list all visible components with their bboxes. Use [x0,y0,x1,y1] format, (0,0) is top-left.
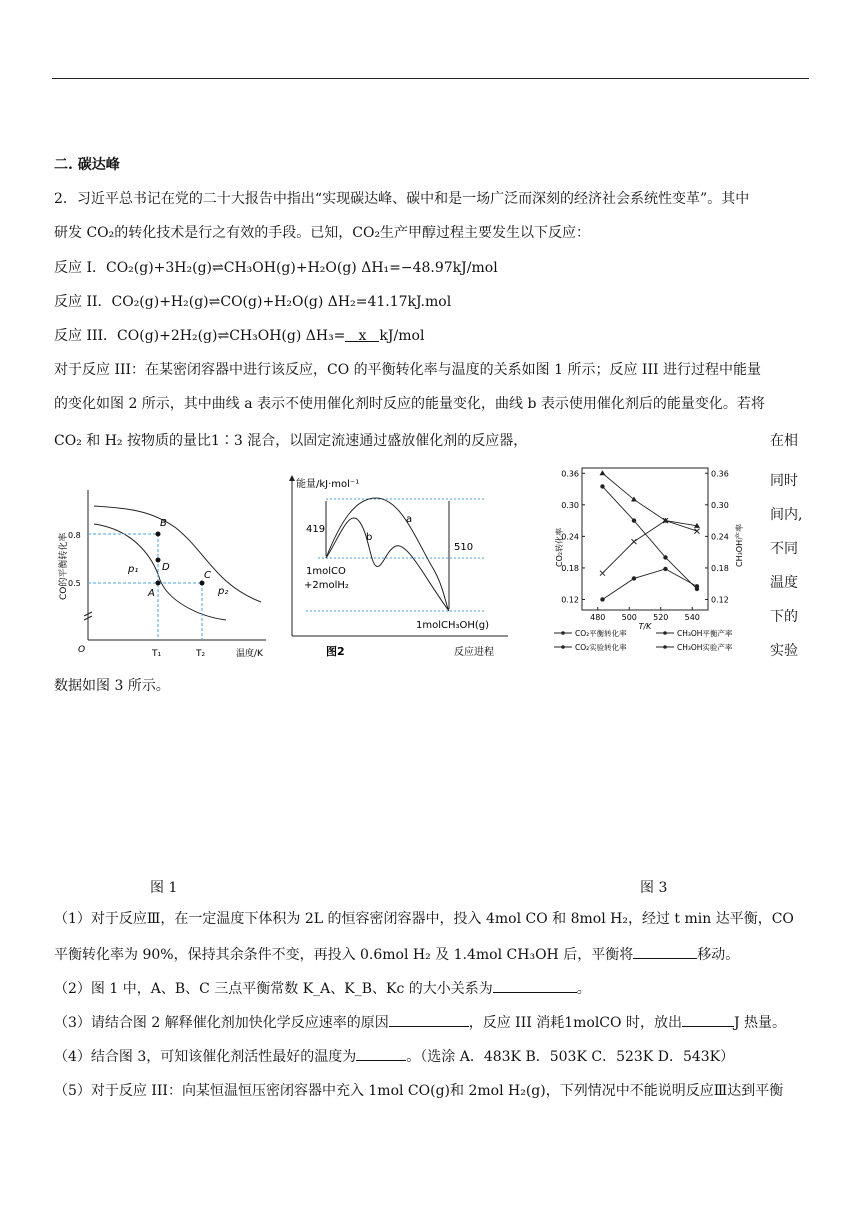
question-text: （2）图 1 中，A、B、C 三点平衡常数 K_A、K_B、Kc 的大小关系为 [54,981,493,997]
fig3-ytick-label: 0.18 [561,563,579,573]
fig1-point-B [156,532,161,537]
text-line: CO₂ 和 H₂ 按物质的量比1∶3 混合，以固定流速通过盛放催化剂的反应器， [54,433,528,449]
fig1-origin: O [78,645,86,655]
question-3 [54,1012,786,1032]
caption-fig3: 图 3 [640,880,668,896]
question-text: （3）请结合图 2 解释催化剂加快化学反应速率的原因 [54,1015,389,1031]
fig3-ytick-label-right: 0.24 [711,532,729,542]
side-text: 实验 [770,643,798,659]
header-rule [52,78,809,79]
fig1-ylabel: CO的平衡转化率 [59,532,69,600]
fig2-xlabel: 反应进程 [454,647,494,658]
text-line: 数据如图 3 所示。 [54,678,170,694]
fig3-point [663,555,667,559]
fig1-label-A: A [148,588,155,599]
fig3-legend-marker [561,631,565,635]
fig3-legend-label: CH₃OH实验产率 [677,643,733,652]
question-text: 。 [576,981,591,997]
question-5: （5）对于反应 III：向某恒温恒压密闭容器中充入 1mol CO(g)和 2mol H₂(g)，下列情况中不能说明反应Ⅲ达到平衡 [54,1083,784,1099]
fig3-legend-label: CH₃OH平衡产率 [677,629,733,638]
side-text: 同时 [770,473,798,489]
fig1-ytick: 0.5 [68,579,81,588]
reaction-2: 反应 II．CO₂(g)+H₂(g)⇌CO(g)+H₂O(g) ΔH₂=41.17kJ.mol [54,294,452,310]
fig1-label-C: C [204,570,211,581]
fig1-curve-p1 [94,506,261,602]
fig3-ytick-label: 0.36 [561,469,579,479]
text-line: 2．习近平总书记在党的二十大报告中指出“实现碳达峰、碳中和是一场广泛而深刻的经济社会系统性变革”。其中 [54,191,750,207]
fig3-xtick-label: 500 [621,613,637,622]
figure-1 [56,480,276,662]
side-text: 温度 [770,575,798,591]
fig3-xtick-label: 480 [590,613,606,622]
fig3-point [599,470,605,475]
answer-blank[interactable] [633,944,697,959]
fig3-ytick-label: 0.30 [561,500,579,510]
reaction-3-text: 反应 III．CO(g)+2H₂(g)⇌CH₃OH(g) ΔH₃= [54,328,346,344]
fig1-label-p2: p₂ [218,586,229,597]
side-text: 下的 [770,609,798,625]
fig1-point-A [156,581,161,586]
caption-fig1: 图 1 [150,880,178,896]
fig2-label-510: 510 [454,542,474,553]
fig3-legend-label: CO₂实验转化率 [575,643,627,652]
question-text: （4）结合图 3，可知该催化剂活性最好的温度为 [54,1049,357,1065]
question-text: 平衡转化率为 90%，保持其余条件不变，再投入 0.6mol H₂ 及 1.4mol CH₃OH 后，平衡将 [54,947,634,963]
fig2-end-label: 1molCH₃OH(g) [416,620,490,631]
fig3-xtick-label: 540 [684,613,700,622]
fig3-series-line [602,521,697,574]
fig3-series-line [602,569,697,600]
fig3-ytick-label-right: 0.30 [711,500,729,510]
fig3-point [632,518,636,522]
fig1-xlabel: 温度/K [236,649,263,659]
fig1-point-C [200,581,205,586]
fig3-series-line [602,473,697,526]
fig1-label-D: D [162,562,170,573]
fig2-start-label: 1molCO [306,566,346,577]
answer-blank[interactable] [389,1012,469,1027]
fig3-point [695,584,699,588]
side-text: 在相 [770,433,798,449]
question-text: 移动。 [697,947,740,963]
fig3-point [631,539,636,544]
fig3-legend-label: CO₂平衡转化率 [575,629,627,638]
fig3-point [632,576,636,580]
fig3-point [663,567,667,571]
fig1-point-D [156,558,161,563]
fig3-point [600,597,604,601]
fig3-legend-marker [663,631,667,635]
fig3-ytick-label-right: 0.18 [711,563,729,573]
fig1-ytick: 0.8 [68,531,81,540]
fig3-ytick-label: 0.24 [561,532,579,542]
answer-blank[interactable] [356,1046,406,1061]
text-line: 对于反应 III：在某密闭容器中进行该反应，CO 的平衡转化率与温度的关系如图 1 所示；反应 III 进行过程中能量 [54,362,761,378]
fig3-ylabel-right: CH₃OH产率 [735,523,744,567]
fig2-label-419: 419 [306,524,326,535]
fig2-ylabel: 能量/kJ·mol⁻¹ [296,479,360,490]
fig3-legend-marker [663,645,667,649]
text-line: 研发 CO₂的转化技术是行之有效的手段。已知，CO₂生产甲醇过程主要发生以下反应： [54,225,591,241]
text-line: 的变化如图 2 所示，其中曲线 a 表示不使用催化剂时反应的能量变化，曲线 b 表示使用催化剂后的能量变化。若将 [54,396,765,412]
fig3-ytick-label: 0.12 [561,595,579,605]
question-1-cont [54,944,739,964]
side-text: 不同 [770,541,798,557]
fig3-ylabel: CO₂转化率 [555,527,564,567]
question-text: 。（选涂 A．483K B．503K C．523K D．543K） [406,1049,735,1065]
fig3-frame [582,468,708,610]
fig1-xtick: T₁ [152,649,162,659]
fig3-xlabel: T/K [638,622,652,631]
answer-blank[interactable] [493,978,577,993]
fig1-label-p1: p₁ [128,564,139,575]
fig3-xtick-label: 520 [653,613,669,622]
section-title: 二. 碳达峰 [54,157,120,173]
question-text: ，反应 III 消耗1molCO 时，放出 [468,1015,682,1031]
fig3-point [600,484,604,488]
reaction-3-unit: kJ/mol [379,328,425,344]
fig3-legend-marker [561,645,565,649]
fig3-ytick-label-right: 0.36 [711,469,729,479]
fig1-label-B: B [160,518,167,529]
side-text: 间内, [770,507,803,523]
reaction-3 [54,327,424,345]
question-text: J 热量。 [733,1015,787,1031]
reaction-3-blank: x [345,327,379,342]
fig3-point [694,529,699,534]
question-4 [54,1046,734,1066]
fig2-label-a: a [406,514,413,525]
answer-blank[interactable] [682,1012,734,1027]
fig3-point [600,571,605,576]
fig2-caption: 图2 [326,645,345,658]
fig2-start-label: +2molH₂ [304,580,349,591]
question-1: （1）对于反应Ⅲ，在一定温度下体积为 2L 的恒容密闭容器中，投入 4mol CO 和 8mol H₂，经过 t min 达平衡，CO [54,911,794,927]
fig1-xtick: T₂ [196,649,206,659]
question-2 [54,978,591,998]
fig2-label-b: b [366,532,373,543]
fig3-ytick-label-right: 0.12 [711,595,729,605]
figure-3-chart [548,460,766,668]
figure-2 [286,470,512,662]
reaction-1: 反应 I．CO₂(g)+3H₂(g)⇌CH₃OH(g)+H₂O(g) ΔH₁=−48.97kJ/mol [54,260,498,276]
